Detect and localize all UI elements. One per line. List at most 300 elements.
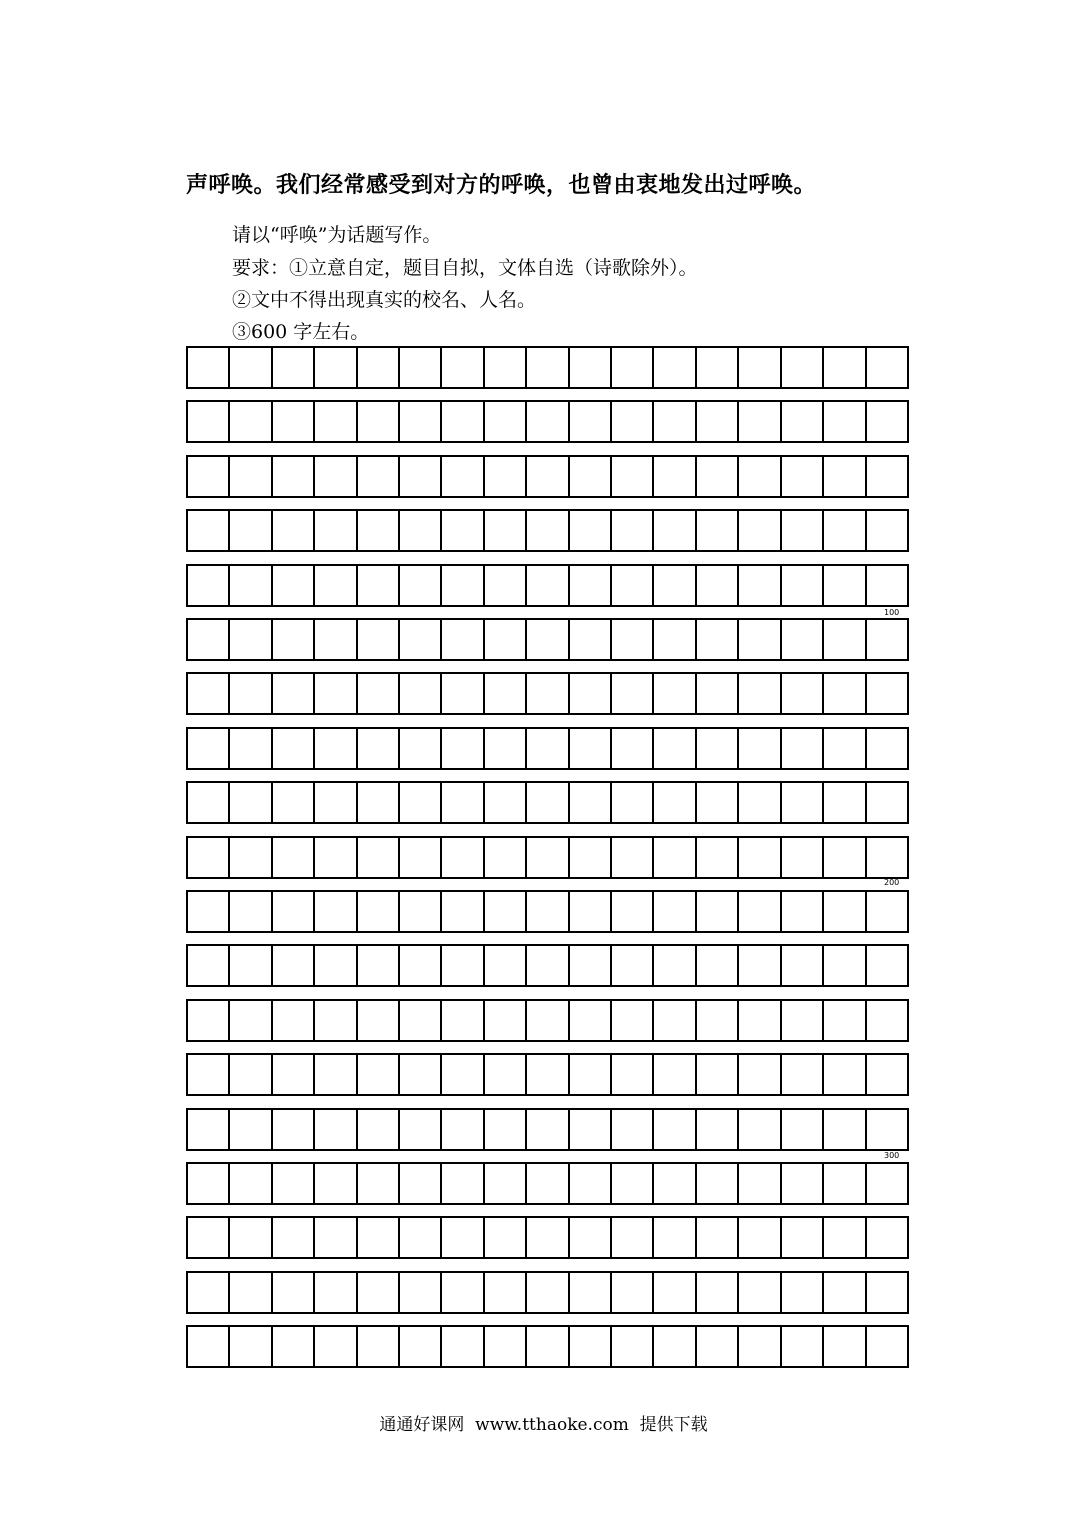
grid-cell[interactable] — [188, 1273, 228, 1312]
grid-cell[interactable] — [313, 511, 355, 550]
grid-cell[interactable] — [483, 892, 525, 931]
grid-cell[interactable] — [398, 674, 440, 713]
grid-cell[interactable] — [228, 566, 270, 605]
grid-cell[interactable] — [313, 402, 355, 441]
grid-cell[interactable] — [398, 402, 440, 441]
grid-cell[interactable] — [356, 783, 398, 822]
grid-cell[interactable] — [271, 1218, 313, 1257]
grid-cell[interactable] — [610, 1110, 652, 1149]
grid-cell[interactable] — [188, 1110, 228, 1149]
grid-cell[interactable] — [568, 1001, 610, 1040]
grid-cell[interactable] — [356, 1001, 398, 1040]
grid-cell[interactable] — [525, 783, 567, 822]
grid-cell[interactable] — [525, 838, 567, 877]
grid-cell[interactable] — [440, 620, 482, 659]
grid-cell[interactable] — [568, 1110, 610, 1149]
grid-cell[interactable] — [228, 783, 270, 822]
grid-cell[interactable] — [525, 1218, 567, 1257]
grid-cell[interactable] — [188, 1218, 228, 1257]
grid-cell[interactable] — [652, 838, 694, 877]
grid-cell[interactable] — [483, 729, 525, 768]
grid-cell[interactable] — [737, 946, 779, 985]
grid-cell[interactable] — [398, 783, 440, 822]
grid-cell[interactable] — [865, 674, 907, 713]
grid-cell[interactable] — [313, 348, 355, 387]
grid-cell[interactable] — [822, 1327, 864, 1366]
grid-cell[interactable] — [610, 402, 652, 441]
grid-cell[interactable] — [440, 1164, 482, 1203]
grid-cell[interactable] — [780, 1327, 822, 1366]
grid-cell[interactable] — [525, 946, 567, 985]
grid-cell[interactable] — [271, 838, 313, 877]
grid-cell[interactable] — [313, 674, 355, 713]
grid-cell[interactable] — [780, 402, 822, 441]
grid-cell[interactable] — [737, 1273, 779, 1312]
grid-cell[interactable] — [313, 457, 355, 496]
grid-cell[interactable] — [652, 1218, 694, 1257]
grid-cell[interactable] — [695, 1327, 737, 1366]
grid-cell[interactable] — [356, 1327, 398, 1366]
grid-cell[interactable] — [865, 1110, 907, 1149]
grid-cell[interactable] — [610, 674, 652, 713]
grid-cell[interactable] — [610, 729, 652, 768]
grid-cell[interactable] — [695, 348, 737, 387]
grid-cell[interactable] — [356, 348, 398, 387]
grid-cell[interactable] — [271, 1273, 313, 1312]
grid-cell[interactable] — [737, 674, 779, 713]
grid-cell[interactable] — [228, 946, 270, 985]
grid-cell[interactable] — [780, 348, 822, 387]
grid-cell[interactable] — [780, 1001, 822, 1040]
grid-cell[interactable] — [737, 566, 779, 605]
grid-cell[interactable] — [865, 1327, 907, 1366]
grid-cell[interactable] — [652, 1055, 694, 1094]
grid-cell[interactable] — [313, 1273, 355, 1312]
grid-cell[interactable] — [568, 1273, 610, 1312]
grid-cell[interactable] — [568, 1055, 610, 1094]
grid-cell[interactable] — [737, 1110, 779, 1149]
grid-cell[interactable] — [188, 674, 228, 713]
grid-cell[interactable] — [822, 1218, 864, 1257]
grid-cell[interactable] — [188, 946, 228, 985]
grid-cell[interactable] — [737, 348, 779, 387]
grid-cell[interactable] — [737, 1164, 779, 1203]
grid-cell[interactable] — [695, 566, 737, 605]
grid-cell[interactable] — [737, 1327, 779, 1366]
grid-cell[interactable] — [865, 566, 907, 605]
grid-cell[interactable] — [398, 1055, 440, 1094]
grid-cell[interactable] — [652, 1327, 694, 1366]
grid-cell[interactable] — [228, 674, 270, 713]
grid-cell[interactable] — [695, 1001, 737, 1040]
grid-cell[interactable] — [865, 1001, 907, 1040]
grid-cell[interactable] — [188, 838, 228, 877]
grid-cell[interactable] — [483, 1110, 525, 1149]
grid-cell[interactable] — [525, 402, 567, 441]
grid-cell[interactable] — [440, 1327, 482, 1366]
grid-cell[interactable] — [865, 783, 907, 822]
grid-cell[interactable] — [568, 838, 610, 877]
grid-cell[interactable] — [398, 729, 440, 768]
grid-cell[interactable] — [780, 1110, 822, 1149]
grid-cell[interactable] — [356, 729, 398, 768]
grid-cell[interactable] — [610, 783, 652, 822]
grid-cell[interactable] — [313, 1164, 355, 1203]
grid-cell[interactable] — [695, 783, 737, 822]
grid-cell[interactable] — [525, 620, 567, 659]
grid-cell[interactable] — [822, 620, 864, 659]
grid-cell[interactable] — [398, 566, 440, 605]
grid-cell[interactable] — [652, 674, 694, 713]
grid-cell[interactable] — [271, 1327, 313, 1366]
grid-cell[interactable] — [822, 566, 864, 605]
grid-cell[interactable] — [188, 566, 228, 605]
grid-cell[interactable] — [228, 1218, 270, 1257]
grid-cell[interactable] — [737, 457, 779, 496]
grid-cell[interactable] — [228, 1164, 270, 1203]
grid-cell[interactable] — [695, 402, 737, 441]
grid-cell[interactable] — [356, 457, 398, 496]
grid-cell[interactable] — [313, 946, 355, 985]
grid-cell[interactable] — [398, 457, 440, 496]
grid-cell[interactable] — [780, 1164, 822, 1203]
grid-cell[interactable] — [695, 1273, 737, 1312]
grid-cell[interactable] — [780, 511, 822, 550]
grid-cell[interactable] — [695, 838, 737, 877]
grid-cell[interactable] — [271, 783, 313, 822]
grid-cell[interactable] — [652, 1001, 694, 1040]
grid-cell[interactable] — [610, 1055, 652, 1094]
grid-cell[interactable] — [652, 892, 694, 931]
grid-cell[interactable] — [568, 674, 610, 713]
grid-cell[interactable] — [440, 674, 482, 713]
grid-cell[interactable] — [780, 838, 822, 877]
grid-cell[interactable] — [865, 1055, 907, 1094]
grid-cell[interactable] — [822, 1001, 864, 1040]
grid-cell[interactable] — [271, 892, 313, 931]
grid-cell[interactable] — [737, 1001, 779, 1040]
grid-cell[interactable] — [440, 838, 482, 877]
grid-cell[interactable] — [398, 1164, 440, 1203]
grid-cell[interactable] — [780, 729, 822, 768]
grid-cell[interactable] — [780, 892, 822, 931]
grid-cell[interactable] — [398, 511, 440, 550]
grid-cell[interactable] — [313, 783, 355, 822]
grid-cell[interactable] — [610, 566, 652, 605]
grid-cell[interactable] — [440, 892, 482, 931]
grid-cell[interactable] — [313, 1055, 355, 1094]
grid-cell[interactable] — [440, 402, 482, 441]
grid-cell[interactable] — [483, 1055, 525, 1094]
grid-cell[interactable] — [865, 729, 907, 768]
grid-cell[interactable] — [568, 348, 610, 387]
grid-cell[interactable] — [737, 892, 779, 931]
grid-cell[interactable] — [398, 620, 440, 659]
grid-cell[interactable] — [271, 729, 313, 768]
grid-cell[interactable] — [398, 838, 440, 877]
grid-cell[interactable] — [822, 946, 864, 985]
grid-cell[interactable] — [780, 674, 822, 713]
grid-cell[interactable] — [228, 511, 270, 550]
grid-cell[interactable] — [483, 511, 525, 550]
grid-cell[interactable] — [271, 348, 313, 387]
grid-cell[interactable] — [610, 892, 652, 931]
grid-cell[interactable] — [652, 348, 694, 387]
grid-cell[interactable] — [356, 892, 398, 931]
grid-cell[interactable] — [356, 1164, 398, 1203]
grid-cell[interactable] — [483, 1218, 525, 1257]
grid-cell[interactable] — [440, 1055, 482, 1094]
grid-cell[interactable] — [568, 566, 610, 605]
grid-cell[interactable] — [865, 511, 907, 550]
grid-cell[interactable] — [440, 1273, 482, 1312]
grid-cell[interactable] — [313, 620, 355, 659]
grid-cell[interactable] — [865, 1218, 907, 1257]
grid-cell[interactable] — [822, 674, 864, 713]
grid-cell[interactable] — [313, 1327, 355, 1366]
grid-cell[interactable] — [865, 1273, 907, 1312]
grid-cell[interactable] — [271, 946, 313, 985]
grid-cell[interactable] — [865, 402, 907, 441]
grid-cell[interactable] — [525, 1001, 567, 1040]
grid-cell[interactable] — [228, 838, 270, 877]
grid-cell[interactable] — [398, 1273, 440, 1312]
grid-cell[interactable] — [652, 511, 694, 550]
grid-cell[interactable] — [483, 1001, 525, 1040]
grid-cell[interactable] — [610, 1273, 652, 1312]
grid-cell[interactable] — [652, 1110, 694, 1149]
grid-cell[interactable] — [822, 1273, 864, 1312]
grid-cell[interactable] — [440, 1110, 482, 1149]
grid-cell[interactable] — [525, 1055, 567, 1094]
grid-cell[interactable] — [440, 1001, 482, 1040]
grid-cell[interactable] — [695, 1110, 737, 1149]
grid-cell[interactable] — [398, 892, 440, 931]
grid-cell[interactable] — [228, 892, 270, 931]
grid-cell[interactable] — [695, 620, 737, 659]
grid-cell[interactable] — [822, 838, 864, 877]
grid-cell[interactable] — [822, 1055, 864, 1094]
grid-cell[interactable] — [398, 1327, 440, 1366]
grid-cell[interactable] — [440, 729, 482, 768]
grid-cell[interactable] — [483, 946, 525, 985]
grid-cell[interactable] — [313, 566, 355, 605]
grid-cell[interactable] — [822, 1164, 864, 1203]
grid-cell[interactable] — [483, 620, 525, 659]
grid-cell[interactable] — [398, 1110, 440, 1149]
grid-cell[interactable] — [695, 946, 737, 985]
grid-cell[interactable] — [188, 402, 228, 441]
grid-cell[interactable] — [313, 1110, 355, 1149]
grid-cell[interactable] — [865, 946, 907, 985]
grid-cell[interactable] — [356, 620, 398, 659]
grid-cell[interactable] — [188, 1055, 228, 1094]
grid-cell[interactable] — [865, 1164, 907, 1203]
grid-cell[interactable] — [525, 511, 567, 550]
grid-cell[interactable] — [780, 1055, 822, 1094]
grid-cell[interactable] — [737, 838, 779, 877]
grid-cell[interactable] — [525, 348, 567, 387]
grid-cell[interactable] — [780, 783, 822, 822]
grid-cell[interactable] — [483, 1327, 525, 1366]
grid-cell[interactable] — [483, 457, 525, 496]
grid-cell[interactable] — [356, 838, 398, 877]
grid-cell[interactable] — [271, 620, 313, 659]
grid-cell[interactable] — [695, 674, 737, 713]
grid-cell[interactable] — [356, 946, 398, 985]
grid-cell[interactable] — [483, 402, 525, 441]
grid-cell[interactable] — [695, 1164, 737, 1203]
grid-cell[interactable] — [228, 1055, 270, 1094]
grid-cell[interactable] — [737, 729, 779, 768]
grid-cell[interactable] — [483, 348, 525, 387]
grid-cell[interactable] — [737, 620, 779, 659]
grid-cell[interactable] — [228, 1327, 270, 1366]
grid-cell[interactable] — [822, 348, 864, 387]
grid-cell[interactable] — [568, 1218, 610, 1257]
grid-cell[interactable] — [780, 1273, 822, 1312]
grid-cell[interactable] — [398, 1001, 440, 1040]
grid-cell[interactable] — [398, 946, 440, 985]
grid-cell[interactable] — [525, 729, 567, 768]
grid-cell[interactable] — [652, 620, 694, 659]
grid-cell[interactable] — [525, 1273, 567, 1312]
grid-cell[interactable] — [525, 892, 567, 931]
grid-cell[interactable] — [440, 457, 482, 496]
grid-cell[interactable] — [188, 729, 228, 768]
grid-cell[interactable] — [568, 457, 610, 496]
grid-cell[interactable] — [483, 838, 525, 877]
grid-cell[interactable] — [440, 511, 482, 550]
grid-cell[interactable] — [440, 566, 482, 605]
grid-cell[interactable] — [271, 402, 313, 441]
grid-cell[interactable] — [695, 1055, 737, 1094]
grid-cell[interactable] — [822, 729, 864, 768]
grid-cell[interactable] — [652, 1273, 694, 1312]
grid-cell[interactable] — [440, 348, 482, 387]
grid-cell[interactable] — [271, 1110, 313, 1149]
grid-cell[interactable] — [652, 402, 694, 441]
grid-cell[interactable] — [652, 729, 694, 768]
grid-cell[interactable] — [188, 348, 228, 387]
grid-cell[interactable] — [356, 1218, 398, 1257]
grid-cell[interactable] — [228, 729, 270, 768]
grid-cell[interactable] — [313, 1218, 355, 1257]
grid-cell[interactable] — [228, 402, 270, 441]
grid-cell[interactable] — [483, 783, 525, 822]
grid-cell[interactable] — [652, 457, 694, 496]
grid-cell[interactable] — [313, 892, 355, 931]
grid-cell[interactable] — [483, 1164, 525, 1203]
grid-cell[interactable] — [525, 1164, 567, 1203]
grid-cell[interactable] — [610, 946, 652, 985]
grid-cell[interactable] — [188, 1327, 228, 1366]
grid-cell[interactable] — [356, 402, 398, 441]
grid-cell[interactable] — [865, 838, 907, 877]
grid-cell[interactable] — [610, 620, 652, 659]
grid-cell[interactable] — [780, 1218, 822, 1257]
grid-cell[interactable] — [525, 566, 567, 605]
grid-cell[interactable] — [822, 402, 864, 441]
grid-cell[interactable] — [568, 402, 610, 441]
grid-cell[interactable] — [568, 729, 610, 768]
grid-cell[interactable] — [568, 783, 610, 822]
grid-cell[interactable] — [652, 946, 694, 985]
grid-cell[interactable] — [610, 1218, 652, 1257]
grid-cell[interactable] — [271, 566, 313, 605]
grid-cell[interactable] — [271, 1001, 313, 1040]
grid-cell[interactable] — [356, 1055, 398, 1094]
grid-cell[interactable] — [271, 1055, 313, 1094]
grid-cell[interactable] — [356, 1110, 398, 1149]
grid-cell[interactable] — [780, 946, 822, 985]
grid-cell[interactable] — [822, 511, 864, 550]
grid-cell[interactable] — [822, 1110, 864, 1149]
grid-cell[interactable] — [737, 1055, 779, 1094]
grid-cell[interactable] — [865, 892, 907, 931]
grid-cell[interactable] — [271, 674, 313, 713]
grid-cell[interactable] — [780, 566, 822, 605]
grid-cell[interactable] — [695, 892, 737, 931]
grid-cell[interactable] — [780, 620, 822, 659]
grid-cell[interactable] — [271, 1164, 313, 1203]
grid-cell[interactable] — [188, 457, 228, 496]
grid-cell[interactable] — [610, 1164, 652, 1203]
grid-cell[interactable] — [695, 457, 737, 496]
grid-cell[interactable] — [865, 620, 907, 659]
grid-cell[interactable] — [610, 457, 652, 496]
grid-cell[interactable] — [188, 1164, 228, 1203]
grid-cell[interactable] — [525, 1327, 567, 1366]
grid-cell[interactable] — [865, 348, 907, 387]
grid-cell[interactable] — [313, 729, 355, 768]
grid-cell[interactable] — [737, 402, 779, 441]
grid-cell[interactable] — [568, 892, 610, 931]
grid-cell[interactable] — [313, 1001, 355, 1040]
grid-cell[interactable] — [568, 1327, 610, 1366]
grid-cell[interactable] — [610, 1327, 652, 1366]
grid-cell[interactable] — [568, 511, 610, 550]
grid-cell[interactable] — [822, 892, 864, 931]
grid-cell[interactable] — [313, 838, 355, 877]
grid-cell[interactable] — [610, 511, 652, 550]
grid-cell[interactable] — [652, 783, 694, 822]
grid-cell[interactable] — [440, 946, 482, 985]
grid-cell[interactable] — [188, 620, 228, 659]
grid-cell[interactable] — [780, 457, 822, 496]
grid-cell[interactable] — [525, 674, 567, 713]
grid-cell[interactable] — [356, 674, 398, 713]
grid-cell[interactable] — [652, 566, 694, 605]
grid-cell[interactable] — [483, 566, 525, 605]
grid-cell[interactable] — [228, 1110, 270, 1149]
grid-cell[interactable] — [610, 348, 652, 387]
grid-cell[interactable] — [356, 566, 398, 605]
grid-cell[interactable] — [398, 1218, 440, 1257]
grid-cell[interactable] — [228, 1001, 270, 1040]
grid-cell[interactable] — [695, 1218, 737, 1257]
grid-cell[interactable] — [188, 892, 228, 931]
grid-cell[interactable] — [271, 511, 313, 550]
grid-cell[interactable] — [525, 457, 567, 496]
grid-cell[interactable] — [188, 511, 228, 550]
grid-cell[interactable] — [568, 946, 610, 985]
grid-cell[interactable] — [228, 348, 270, 387]
grid-cell[interactable] — [737, 1218, 779, 1257]
grid-cell[interactable] — [271, 457, 313, 496]
grid-cell[interactable] — [695, 729, 737, 768]
grid-cell[interactable] — [228, 1273, 270, 1312]
